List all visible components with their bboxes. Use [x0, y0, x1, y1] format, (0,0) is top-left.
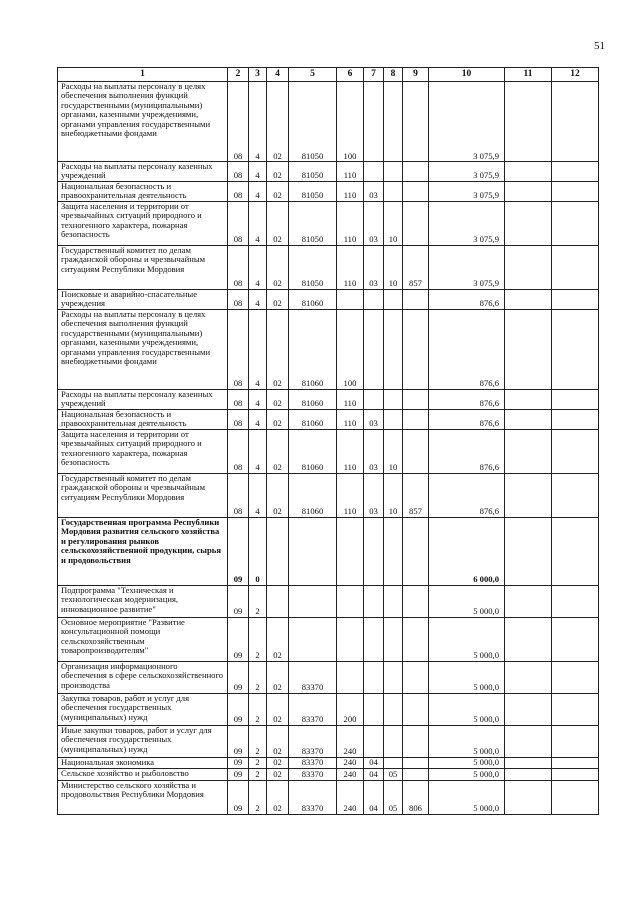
- cell-col-12: [552, 389, 599, 409]
- cell-col-6: [337, 585, 364, 617]
- cell-col-5: 81050: [289, 245, 337, 289]
- cell-col-4: 02: [267, 617, 289, 661]
- cell-col-7: [364, 309, 384, 389]
- cell-col-9: [403, 429, 429, 473]
- cell-col-12: [552, 162, 599, 182]
- cell-col-8: 10: [384, 473, 403, 517]
- cell-col-5: 81060: [289, 409, 337, 429]
- cell-col-4: 02: [267, 768, 289, 780]
- cell-col-12: [552, 725, 599, 757]
- cell-col-2: 08: [228, 309, 249, 389]
- cell-col-7: [364, 585, 384, 617]
- cell-col-7: [364, 82, 384, 162]
- cell-col-8: [384, 82, 403, 162]
- cell-col-4: 02: [267, 289, 289, 309]
- cell-col-10: 5 000,0: [429, 661, 505, 693]
- column-header-9: 9: [403, 68, 429, 82]
- table-row: [58, 181, 599, 201]
- cell-col-3: 4: [249, 82, 267, 162]
- cell-col-2: 09: [228, 780, 249, 814]
- cell-col-7: 04: [364, 768, 384, 780]
- budget-table: [57, 67, 599, 815]
- table-row: [58, 245, 599, 289]
- cell-col-10: 876,6: [429, 289, 505, 309]
- column-header-5: 5: [289, 68, 337, 82]
- cell-col-12: [552, 693, 599, 725]
- cell-col-9: [403, 768, 429, 780]
- cell-col-12: [552, 181, 599, 201]
- cell-col-12: [552, 409, 599, 429]
- cell-col-9: [403, 693, 429, 725]
- cell-col-11: [505, 429, 552, 473]
- cell-col-7: 03: [364, 429, 384, 473]
- row-name-cell: Государственная программа Республики Мордовия развития сельского хозяйства и регулирования рынков сельскохозяйственной продукции, сырья и продовольствия: [58, 517, 228, 585]
- cell-col-12: [552, 757, 599, 768]
- row-name-cell: Организация информационного обеспечения в сфере сельскохозяйственного производства: [58, 661, 228, 693]
- cell-col-11: [505, 82, 552, 162]
- cell-col-7: 04: [364, 757, 384, 768]
- cell-col-9: [403, 289, 429, 309]
- cell-col-7: [364, 162, 384, 182]
- column-header-6: 6: [337, 68, 364, 82]
- cell-col-11: [505, 757, 552, 768]
- cell-col-3: 4: [249, 162, 267, 182]
- cell-col-8: 10: [384, 201, 403, 245]
- cell-col-7: 04: [364, 780, 384, 814]
- cell-col-5: 83370: [289, 768, 337, 780]
- table-row: [58, 162, 599, 182]
- table-row: [58, 389, 599, 409]
- cell-col-6: 110: [337, 429, 364, 473]
- cell-col-5: 83370: [289, 757, 337, 768]
- column-header-10: 10: [429, 68, 505, 82]
- page-number: 51: [594, 40, 605, 52]
- cell-col-9: [403, 201, 429, 245]
- row-name-cell: Расходы на выплаты персоналу казенных учреждений: [58, 389, 228, 409]
- cell-col-2: 09: [228, 661, 249, 693]
- cell-col-9: [403, 725, 429, 757]
- cell-col-10: 3 075,9: [429, 201, 505, 245]
- cell-col-3: 4: [249, 473, 267, 517]
- cell-col-9: [403, 517, 429, 585]
- cell-col-8: 10: [384, 429, 403, 473]
- cell-col-11: [505, 389, 552, 409]
- cell-col-9: 806: [403, 780, 429, 814]
- table-row: [58, 661, 599, 693]
- cell-col-12: [552, 309, 599, 389]
- cell-col-9: [403, 181, 429, 201]
- cell-col-5: 81060: [289, 429, 337, 473]
- cell-col-12: [552, 780, 599, 814]
- row-name-cell: Государственный комитет по делам гражданской обороны и чрезвычайным ситуациям Республики Мордовия: [58, 473, 228, 517]
- cell-col-4: 02: [267, 757, 289, 768]
- cell-col-3: 2: [249, 725, 267, 757]
- cell-col-10: 3 075,9: [429, 162, 505, 182]
- cell-col-4: 02: [267, 693, 289, 725]
- cell-col-5: [289, 585, 337, 617]
- table-row: [58, 409, 599, 429]
- cell-col-10: 5 000,0: [429, 693, 505, 725]
- cell-col-10: 876,6: [429, 473, 505, 517]
- cell-col-6: 110: [337, 245, 364, 289]
- column-header-12: 12: [552, 68, 599, 82]
- cell-col-7: [364, 389, 384, 409]
- cell-col-11: [505, 309, 552, 389]
- cell-col-3: 2: [249, 661, 267, 693]
- cell-col-3: 2: [249, 693, 267, 725]
- cell-col-9: 857: [403, 245, 429, 289]
- cell-col-7: [364, 725, 384, 757]
- row-name-cell: Основное мероприятие "Развитие консультационной помощи сельскохозяйственным товаропроизводителям": [58, 617, 228, 661]
- cell-col-6: 100: [337, 82, 364, 162]
- cell-col-10: 3 075,9: [429, 245, 505, 289]
- cell-col-10: 5 000,0: [429, 725, 505, 757]
- cell-col-9: [403, 617, 429, 661]
- row-name-cell: Государственный комитет по делам гражданской обороны и чрезвычайным ситуациям Республики Мордовия: [58, 245, 228, 289]
- cell-col-11: [505, 473, 552, 517]
- cell-col-8: 05: [384, 780, 403, 814]
- cell-col-4: 02: [267, 429, 289, 473]
- cell-col-8: [384, 617, 403, 661]
- cell-col-6: 110: [337, 201, 364, 245]
- cell-col-2: 09: [228, 693, 249, 725]
- cell-col-6: 200: [337, 693, 364, 725]
- cell-col-12: [552, 429, 599, 473]
- cell-col-5: 81060: [289, 289, 337, 309]
- column-header-8: 8: [384, 68, 403, 82]
- cell-col-10: 5 000,0: [429, 585, 505, 617]
- cell-col-11: [505, 693, 552, 725]
- cell-col-4: 02: [267, 725, 289, 757]
- cell-col-3: 4: [249, 289, 267, 309]
- cell-col-2: 08: [228, 429, 249, 473]
- cell-col-2: 09: [228, 517, 249, 585]
- cell-col-8: 05: [384, 768, 403, 780]
- cell-col-7: [364, 617, 384, 661]
- cell-col-5: 81050: [289, 181, 337, 201]
- row-name-cell: Национальная безопасность и правоохранительная деятельность: [58, 409, 228, 429]
- cell-col-3: 4: [249, 245, 267, 289]
- cell-col-3: 4: [249, 429, 267, 473]
- cell-col-8: [384, 389, 403, 409]
- cell-col-7: 03: [364, 181, 384, 201]
- cell-col-10: 876,6: [429, 409, 505, 429]
- cell-col-12: [552, 768, 599, 780]
- cell-col-11: [505, 725, 552, 757]
- row-name-cell: Подпрограмма "Техническая и технологическая модернизация, инновационное развитие": [58, 585, 228, 617]
- cell-col-5: 81060: [289, 389, 337, 409]
- cell-col-7: 03: [364, 409, 384, 429]
- cell-col-2: 08: [228, 473, 249, 517]
- cell-col-2: 08: [228, 389, 249, 409]
- cell-col-5: 83370: [289, 725, 337, 757]
- cell-col-8: [384, 162, 403, 182]
- cell-col-11: [505, 768, 552, 780]
- cell-col-6: 110: [337, 473, 364, 517]
- row-name-cell: Расходы на выплаты персоналу казенных учреждений: [58, 162, 228, 182]
- cell-col-8: [384, 661, 403, 693]
- cell-col-9: [403, 409, 429, 429]
- cell-col-10: 5 000,0: [429, 617, 505, 661]
- cell-col-11: [505, 517, 552, 585]
- cell-col-4: 02: [267, 181, 289, 201]
- cell-col-12: [552, 245, 599, 289]
- table-row: [58, 82, 599, 162]
- cell-col-11: [505, 780, 552, 814]
- cell-col-8: [384, 757, 403, 768]
- cell-col-10: 3 075,9: [429, 82, 505, 162]
- cell-col-3: 4: [249, 389, 267, 409]
- row-name-cell: Расходы на выплаты персоналу в целях обеспечения выполнения функций государственными (муниципальными) органами, казенными учреждениями, органами управления государственными внебюджетными фондами: [58, 82, 228, 162]
- cell-col-2: 09: [228, 757, 249, 768]
- table-row: [58, 473, 599, 517]
- cell-col-4: 02: [267, 780, 289, 814]
- cell-col-6: [337, 289, 364, 309]
- row-name-cell: Национальная безопасность и правоохранительная деятельность: [58, 181, 228, 201]
- cell-col-5: 81050: [289, 162, 337, 182]
- cell-col-2: 08: [228, 201, 249, 245]
- column-header-4: 4: [267, 68, 289, 82]
- cell-col-2: 09: [228, 585, 249, 617]
- cell-col-4: [267, 585, 289, 617]
- cell-col-6: [337, 617, 364, 661]
- cell-col-6: [337, 661, 364, 693]
- cell-col-9: [403, 162, 429, 182]
- table-row: [58, 289, 599, 309]
- cell-col-5: [289, 517, 337, 585]
- cell-col-2: 09: [228, 725, 249, 757]
- cell-col-6: 100: [337, 309, 364, 389]
- cell-col-5: 81060: [289, 309, 337, 389]
- cell-col-4: 02: [267, 82, 289, 162]
- cell-col-8: [384, 181, 403, 201]
- cell-col-2: 08: [228, 409, 249, 429]
- cell-col-9: 857: [403, 473, 429, 517]
- row-name-cell: Расходы на выплаты персоналу в целях обеспечения выполнения функций государственными (муниципальными) органами, казенными учреждениями, органами управления государственными внебюджетными фондами: [58, 309, 228, 389]
- cell-col-7: [364, 693, 384, 725]
- cell-col-10: 876,6: [429, 309, 505, 389]
- row-name-cell: Защита населения и территории от чрезвычайных ситуаций природного и техногенного характера, пожарная безопасность: [58, 201, 228, 245]
- cell-col-2: 08: [228, 162, 249, 182]
- column-header-3: 3: [249, 68, 267, 82]
- cell-col-4: 02: [267, 661, 289, 693]
- row-name-cell: Закупка товаров, работ и услуг для обеспечения государственных (муниципальных) нужд: [58, 693, 228, 725]
- cell-col-4: 02: [267, 245, 289, 289]
- header-row: [58, 68, 599, 82]
- cell-col-11: [505, 585, 552, 617]
- cell-col-8: [384, 409, 403, 429]
- row-name-cell: Иные закупки товаров, работ и услуг для обеспечения государственных (муниципальных) нужд: [58, 725, 228, 757]
- cell-col-2: 08: [228, 82, 249, 162]
- cell-col-4: [267, 517, 289, 585]
- cell-col-5: 83370: [289, 661, 337, 693]
- cell-col-12: [552, 617, 599, 661]
- cell-col-6: 110: [337, 162, 364, 182]
- table-row: [58, 725, 599, 757]
- column-header-11: 11: [505, 68, 552, 82]
- table-row: [58, 693, 599, 725]
- cell-col-6: 240: [337, 725, 364, 757]
- row-name-cell: Министерство сельского хозяйства и продовольствия Республики Мордовия: [58, 780, 228, 814]
- cell-col-4: 02: [267, 201, 289, 245]
- cell-col-5: 83370: [289, 693, 337, 725]
- cell-col-9: [403, 309, 429, 389]
- cell-col-6: 240: [337, 780, 364, 814]
- cell-col-9: [403, 757, 429, 768]
- cell-col-3: 2: [249, 757, 267, 768]
- cell-col-9: [403, 661, 429, 693]
- cell-col-11: [505, 162, 552, 182]
- cell-col-9: [403, 82, 429, 162]
- cell-col-4: 02: [267, 162, 289, 182]
- cell-col-3: 2: [249, 780, 267, 814]
- cell-col-11: [505, 409, 552, 429]
- table-row: [58, 768, 599, 780]
- column-header-7: 7: [364, 68, 384, 82]
- cell-col-6: 240: [337, 757, 364, 768]
- table-row: [58, 757, 599, 768]
- cell-col-11: [505, 661, 552, 693]
- cell-col-11: [505, 201, 552, 245]
- table-row: [58, 617, 599, 661]
- cell-col-12: [552, 517, 599, 585]
- cell-col-10: 876,6: [429, 389, 505, 409]
- cell-col-2: 08: [228, 245, 249, 289]
- row-name-cell: Сельское хозяйство и рыболовство: [58, 768, 228, 780]
- cell-col-9: [403, 389, 429, 409]
- cell-col-11: [505, 289, 552, 309]
- cell-col-5: 83370: [289, 780, 337, 814]
- cell-col-10: 876,6: [429, 429, 505, 473]
- cell-col-3: 0: [249, 517, 267, 585]
- cell-col-7: 03: [364, 245, 384, 289]
- cell-col-8: [384, 693, 403, 725]
- cell-col-6: 110: [337, 409, 364, 429]
- table-row: [58, 201, 599, 245]
- cell-col-10: 5 000,0: [429, 780, 505, 814]
- cell-col-7: [364, 289, 384, 309]
- cell-col-12: [552, 201, 599, 245]
- cell-col-3: 4: [249, 201, 267, 245]
- cell-col-3: 2: [249, 768, 267, 780]
- row-name-cell: Защита населения и территории от чрезвычайных ситуаций природного и техногенного характера, пожарная безопасность: [58, 429, 228, 473]
- table-row: [58, 585, 599, 617]
- column-header-1: 1: [58, 68, 228, 82]
- cell-col-10: 5 000,0: [429, 757, 505, 768]
- cell-col-4: 02: [267, 473, 289, 517]
- cell-col-2: 08: [228, 289, 249, 309]
- cell-col-12: [552, 82, 599, 162]
- cell-col-11: [505, 245, 552, 289]
- cell-col-12: [552, 473, 599, 517]
- cell-col-2: 09: [228, 768, 249, 780]
- cell-col-4: 02: [267, 409, 289, 429]
- cell-col-8: [384, 585, 403, 617]
- cell-col-2: 08: [228, 181, 249, 201]
- cell-col-2: 09: [228, 617, 249, 661]
- row-name-cell: Поисковые и аварийно-спасательные учреждения: [58, 289, 228, 309]
- cell-col-11: [505, 181, 552, 201]
- cell-col-5: 81060: [289, 473, 337, 517]
- cell-col-4: 02: [267, 309, 289, 389]
- cell-col-9: [403, 585, 429, 617]
- cell-col-6: 110: [337, 389, 364, 409]
- cell-col-5: 81050: [289, 82, 337, 162]
- cell-col-8: [384, 289, 403, 309]
- cell-col-3: 4: [249, 181, 267, 201]
- table-row: [58, 429, 599, 473]
- column-header-2: 2: [228, 68, 249, 82]
- cell-col-6: [337, 517, 364, 585]
- cell-col-10: 5 000,0: [429, 768, 505, 780]
- cell-col-4: 02: [267, 389, 289, 409]
- table-body: [58, 82, 599, 815]
- cell-col-10: 6 000,0: [429, 517, 505, 585]
- cell-col-7: 03: [364, 201, 384, 245]
- cell-col-8: [384, 309, 403, 389]
- row-name-cell: Национальная экономика: [58, 757, 228, 768]
- cell-col-6: 110: [337, 181, 364, 201]
- cell-col-6: 240: [337, 768, 364, 780]
- cell-col-3: 4: [249, 409, 267, 429]
- cell-col-5: [289, 617, 337, 661]
- table-row: [58, 309, 599, 389]
- cell-col-12: [552, 661, 599, 693]
- cell-col-8: 10: [384, 245, 403, 289]
- table-row: [58, 780, 599, 814]
- cell-col-10: 3 075,9: [429, 181, 505, 201]
- cell-col-7: [364, 661, 384, 693]
- cell-col-8: [384, 517, 403, 585]
- cell-col-8: [384, 725, 403, 757]
- cell-col-3: 2: [249, 585, 267, 617]
- table-row: [58, 517, 599, 585]
- cell-col-3: 4: [249, 309, 267, 389]
- cell-col-11: [505, 617, 552, 661]
- cell-col-3: 2: [249, 617, 267, 661]
- cell-col-12: [552, 585, 599, 617]
- cell-col-7: 03: [364, 473, 384, 517]
- cell-col-7: [364, 517, 384, 585]
- cell-col-5: 81050: [289, 201, 337, 245]
- cell-col-12: [552, 289, 599, 309]
